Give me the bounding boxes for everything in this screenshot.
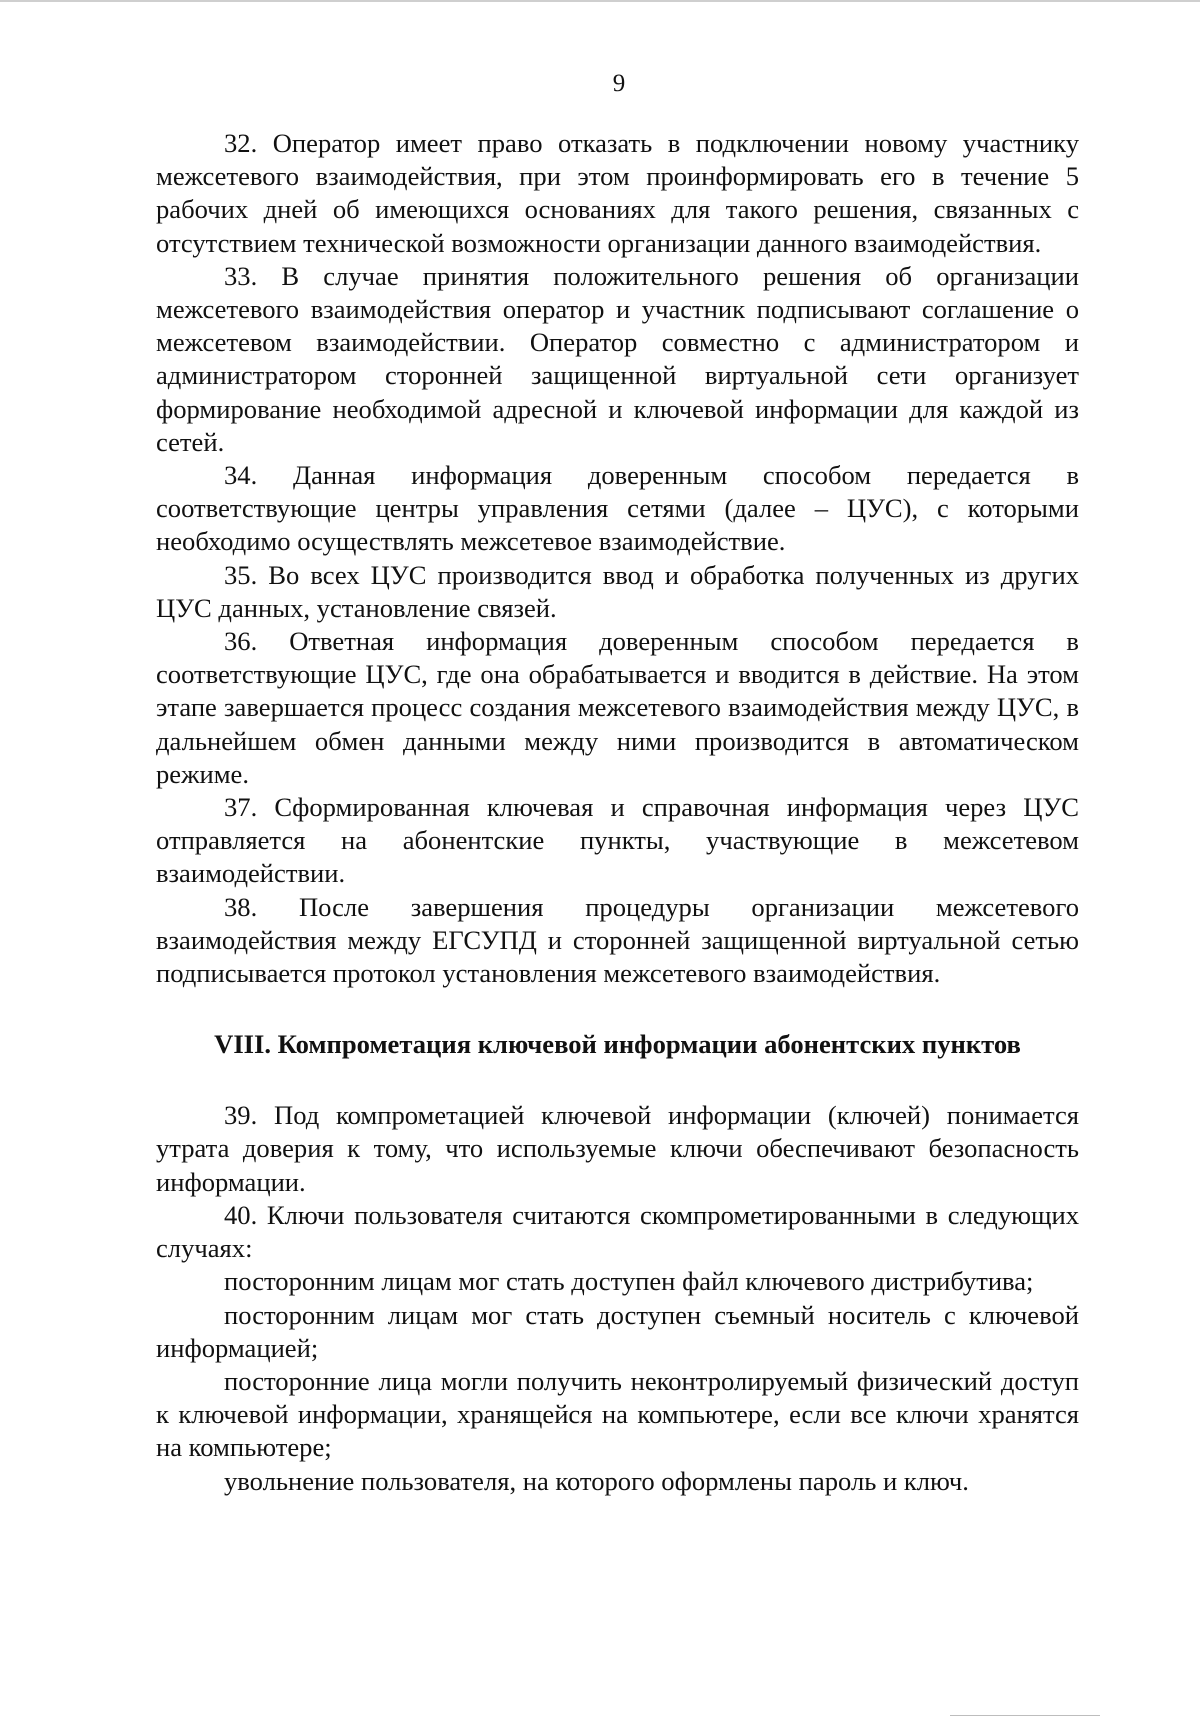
paragraph-38: 38. После завершения процедуры организации межсетевого взаимодействия между ЕГСУПД и сторонней защищенной виртуальной сетью подписывается протокол установления межсетевого взаимодействия. bbox=[156, 891, 1079, 989]
section-heading: VIII. Компрометация ключевой информации абонентских пунктов bbox=[214, 1029, 1021, 1060]
list-item-distribution-file: посторонним лицам мог стать доступен файл ключевого дистрибутива; bbox=[224, 1266, 1034, 1297]
paragraph-39: 39. Под компрометацией ключевой информации (ключей) понимается утрата доверия к тому, что используемые ключи обеспечивают безопасность информации. bbox=[156, 1100, 1079, 1197]
paragraph-40: 40. Ключи пользователя считаются скомпрометированными в следующих случаях: bbox=[156, 1199, 1079, 1264]
scan-top-edge bbox=[0, 0, 1200, 2]
list-item-removable-media: посторонним лицам мог стать доступен съемный носитель с ключевой информацией; bbox=[156, 1299, 1079, 1363]
list-item-user-dismissal: увольнение пользователя, на которого оформлены пароль и ключ. bbox=[224, 1465, 969, 1496]
paragraph-32: 32. Оператор имеет право отказать в подключении новому участнику межсетевого взаимодействия, при этом проинформировать его в течение 5 рабочих дней об имеющихся основаниях для такого решения, связанных с отсутствием технической возможности организации данного взаимодействия. bbox=[156, 128, 1079, 258]
paragraph-37: 37. Сформированная ключевая и справочная информация через ЦУС отправляется на абонентские пункты, участвующие в межсетевом взаимодействии. bbox=[156, 792, 1079, 889]
document-body bbox=[156, 127, 1079, 1498]
paragraph-36: 36. Ответная информация доверенным способом передается в соответствующие ЦУС, где она обрабатывается и вводится в действие. На этом этапе завершается процесс создания межсетевого взаимодействия между ЦУС, в дальнейшем обмен данными между ними производится в автоматическом режиме. bbox=[156, 626, 1079, 789]
page-number: 9 bbox=[612, 70, 626, 97]
paragraph-34: 34. Данная информация доверенным способом передается в соответствующие центры управления сетями (далее – ЦУС), с которыми необходимо осуществлять межсетевое взаимодействие. bbox=[156, 460, 1079, 557]
paragraph-33: 33. В случае принятия положительного решения об организации межсетевого взаимодействия оператор и участник подписывают соглашение о межсетевом взаимодействии. Оператор совместно с администратором и администратором сторонней защищенной виртуальной сети организует формирование необходимой адресной и ключевой информации для каждой из сетей. bbox=[156, 260, 1079, 457]
scan-bottom-mark bbox=[950, 1715, 1100, 1716]
paragraph-35: 35. Во всех ЦУС производится ввод и обработка полученных из других ЦУС данных, установление связей. bbox=[156, 559, 1079, 623]
list-item-physical-access: посторонние лица могли получить неконтролируемый физический доступ к ключевой информации, хранящейся на компьютере, если все ключи хранятся на компьютере; bbox=[156, 1365, 1079, 1463]
